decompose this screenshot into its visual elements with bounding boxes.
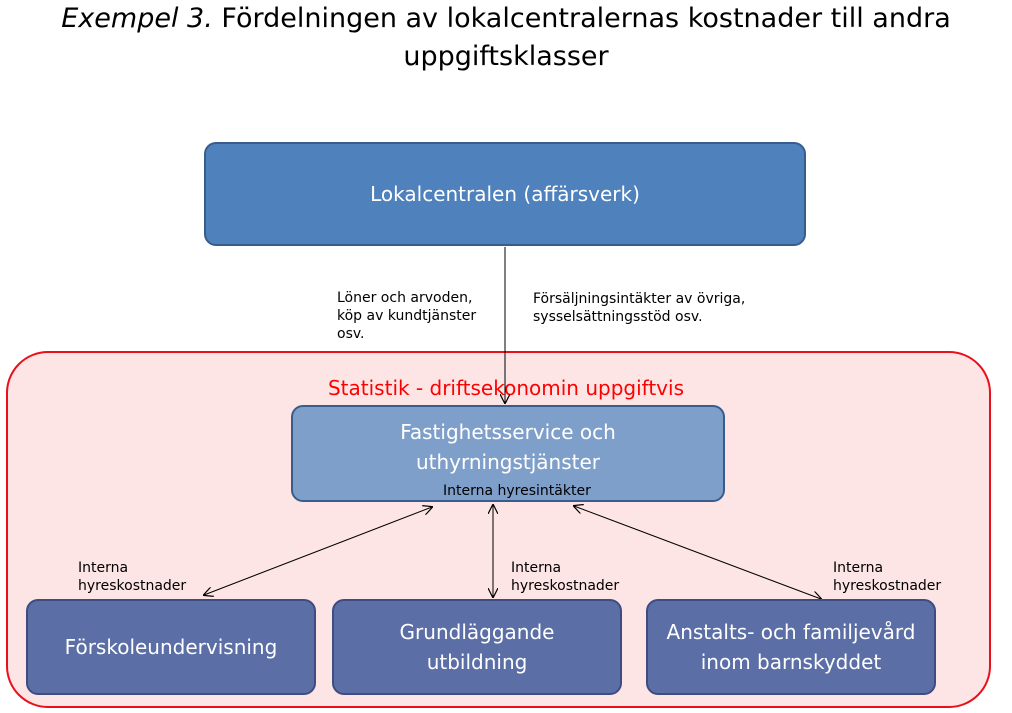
box-grundlaggande-line-2: utbildning [426, 650, 528, 674]
title-example-label: Exempel 3. [61, 3, 213, 34]
box-lokalcentralen-label: Lokalcentralen (affärsverk) [370, 182, 640, 206]
box-anstalts-line-2: inom barnskyddet [700, 650, 882, 674]
box-anstalts-line-1: Anstalts- och familjevård [666, 620, 916, 644]
label-loner-line-2: köp av kundtjänster [337, 308, 477, 324]
box-fastighetsservice-line-1: Fastighetsservice och [400, 419, 616, 444]
label-cost-center-line-2: hyreskostnader [511, 578, 620, 594]
label-interna-hyreskostnader-left [78, 559, 186, 595]
label-cost-right-line-1: Interna [833, 560, 884, 576]
box-grundlaggande-utbildning [332, 599, 622, 695]
box-anstalts-familjevard [646, 599, 936, 695]
label-cost-center-line-1: Interna [511, 560, 562, 576]
title-text: Fördelningen av lokalcentralernas kostnader till andra [212, 3, 951, 34]
label-forsaljning-line-1: Försäljningsintäkter av övriga, [533, 291, 746, 307]
label-interna-hyreskostnader-right [833, 559, 941, 595]
arrow-middle-to-left [204, 507, 432, 595]
label-cost-left-line-1: Interna [78, 560, 129, 576]
box-forskoleundervisning [26, 599, 316, 695]
statistics-region-label: Statistik - driftsekonomin uppgiftvis [327, 376, 684, 400]
title-line-2: uppgiftsklasser [403, 41, 609, 72]
label-loner-line-1: Löner och arvoden, [337, 290, 473, 306]
label-interna-hyreskostnader-center [511, 559, 619, 595]
label-loner-arvoden [337, 289, 476, 343]
box-lokalcentralen [204, 142, 806, 246]
label-loner-line-3: osv. [337, 326, 365, 342]
label-cost-right-line-2: hyreskostnader [833, 578, 942, 594]
box-grundlaggande-line-1: Grundläggande [399, 620, 555, 644]
label-interna-hyresintakter: Interna hyresintäkter [443, 483, 591, 499]
label-cost-left-line-2: hyreskostnader [78, 578, 187, 594]
label-forsaljningsintakter [533, 290, 745, 326]
box-forskoleundervisning-label: Förskoleundervisning [64, 635, 278, 659]
box-fastighetsservice-line-2: uthyrningstjänster [415, 449, 601, 474]
label-forsaljning-line-2: sysselsättningsstöd osv. [533, 309, 703, 325]
